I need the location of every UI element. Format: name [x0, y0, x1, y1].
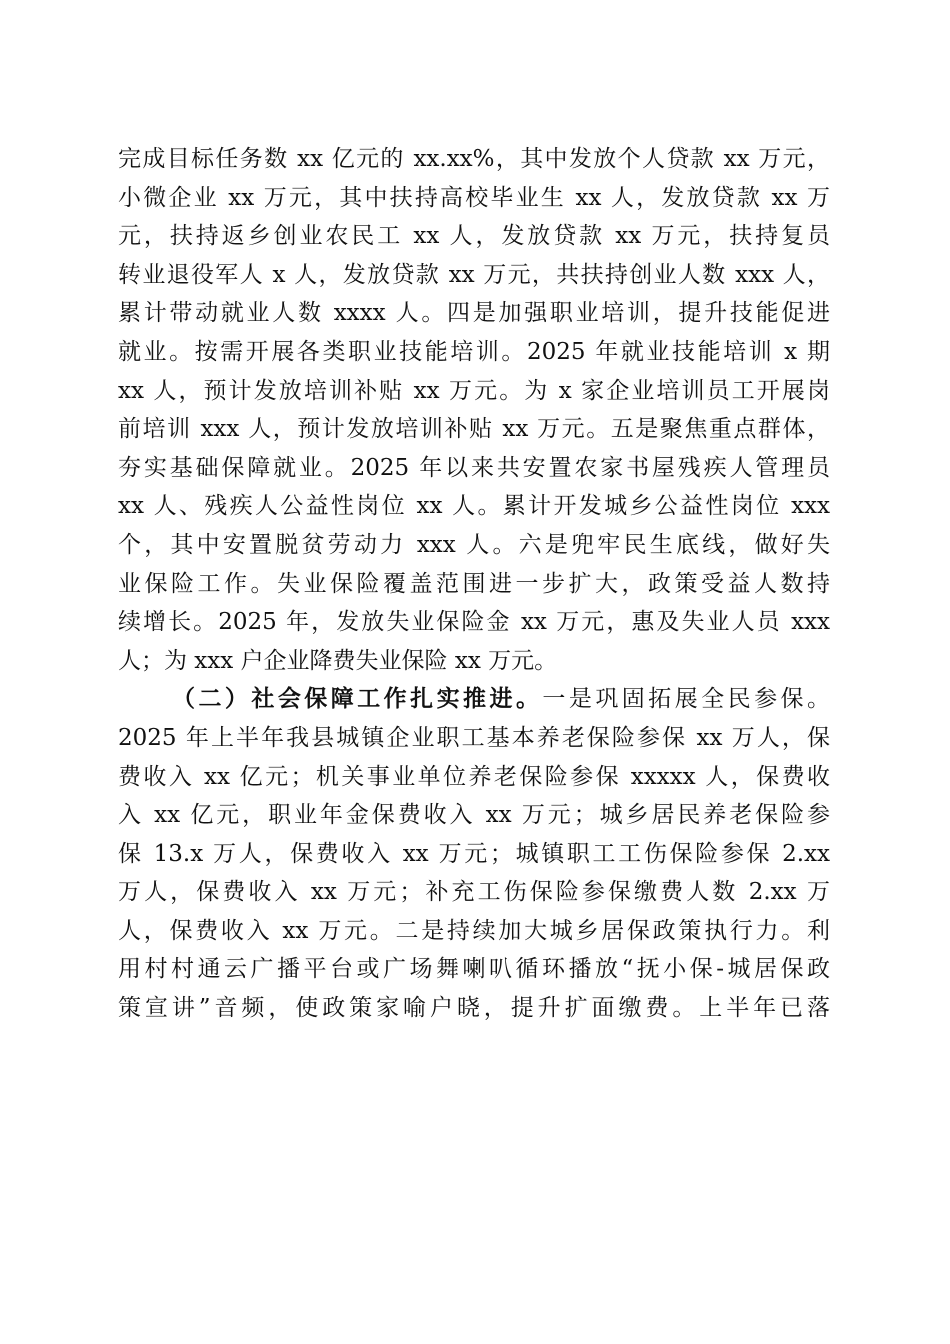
section-heading-line [118, 680, 830, 719]
section-heading: （二）社会保障工作扎实推进。 [172, 685, 543, 713]
paragraph-employment [118, 140, 830, 680]
text-line: 万人，保费收入 xx 万元；补充工伤保险参保缴费人数 2.xx 万 [118, 879, 830, 906]
text-line: 夯实基础保障就业。2025 年以来共安置农家书屋残疾人管理员 [118, 454, 830, 481]
text-line: 元，扶持返乡创业农民工 xx 人，发放贷款 xx 万元，扶持复员 [118, 223, 830, 250]
text-line: 人，保费收入 xx 万元。二是持续加大城乡居保政策执行力。利 [118, 917, 830, 944]
text-line: 续增长。2025 年，发放失业保险金 xx 万元，惠及失业人员 xxx [118, 609, 830, 636]
text-line: 用村村通云广播平台或广场舞喇叭循环播放“抚小保-城居保政 [118, 956, 830, 983]
text-line: xx 人，预计发放培训补贴 xx 万元。为 x 家企业培训员工开展岗 [118, 377, 830, 404]
text-line: 就业。按需开展各类职业技能培训。2025 年就业技能培训 x 期 [118, 338, 830, 365]
text-line: 业保险工作。失业保险覆盖范围进一步扩大，政策受益人数持 [118, 570, 830, 597]
text-line: 保 13.x 万人，保费收入 xx 万元；城镇职工工伤保险参保 2.xx [118, 840, 830, 867]
body-text [118, 140, 830, 1028]
text-line: 费收入 xx 亿元；机关事业单位养老保险参保 xxxxx 人，保费收 [118, 763, 830, 790]
text-line: 入 xx 亿元，职业年金保费收入 xx 万元；城乡居民养老保险参 [118, 802, 830, 829]
text-line: 完成目标任务数 xx 亿元的 xx.xx%，其中发放个人贷款 xx 万元， [118, 146, 830, 172]
text-line: 人；为 xxx 户企业降费失业保险 xx 万元。 [118, 647, 558, 674]
text-line: 2025 年上半年我县城镇企业职工基本养老保险参保 xx 万人，保 [118, 724, 830, 751]
heading-line-rest: 一是巩固拓展全民参保。 [542, 686, 831, 713]
text-line: 转业退役军人 x 人，发放贷款 xx 万元，共扶持创业人数 xxx 人， [118, 261, 830, 288]
paragraph-social-security [118, 680, 830, 1027]
text-line: 前培训 xxx 人，预计发放培训补贴 xx 万元。五是聚焦重点群体， [118, 416, 830, 443]
text-line: xx 人、残疾人公益性岗位 xx 人。累计开发城乡公益性岗位 xxx [118, 493, 830, 520]
text-line: 个，其中安置脱贫劳动力 xxx 人。六是兜牢民生底线，做好失 [118, 531, 830, 558]
text-line: 策宣讲”音频，使政策家喻户晓，提升扩面缴费。上半年已落 [118, 995, 830, 1022]
text-line: 累计带动就业人数 xxxx 人。四是加强职业培训，提升技能促进 [118, 300, 830, 327]
text-line: 小微企业 xx 万元，其中扶持高校毕业生 xx 人，发放贷款 xx 万 [118, 184, 830, 211]
